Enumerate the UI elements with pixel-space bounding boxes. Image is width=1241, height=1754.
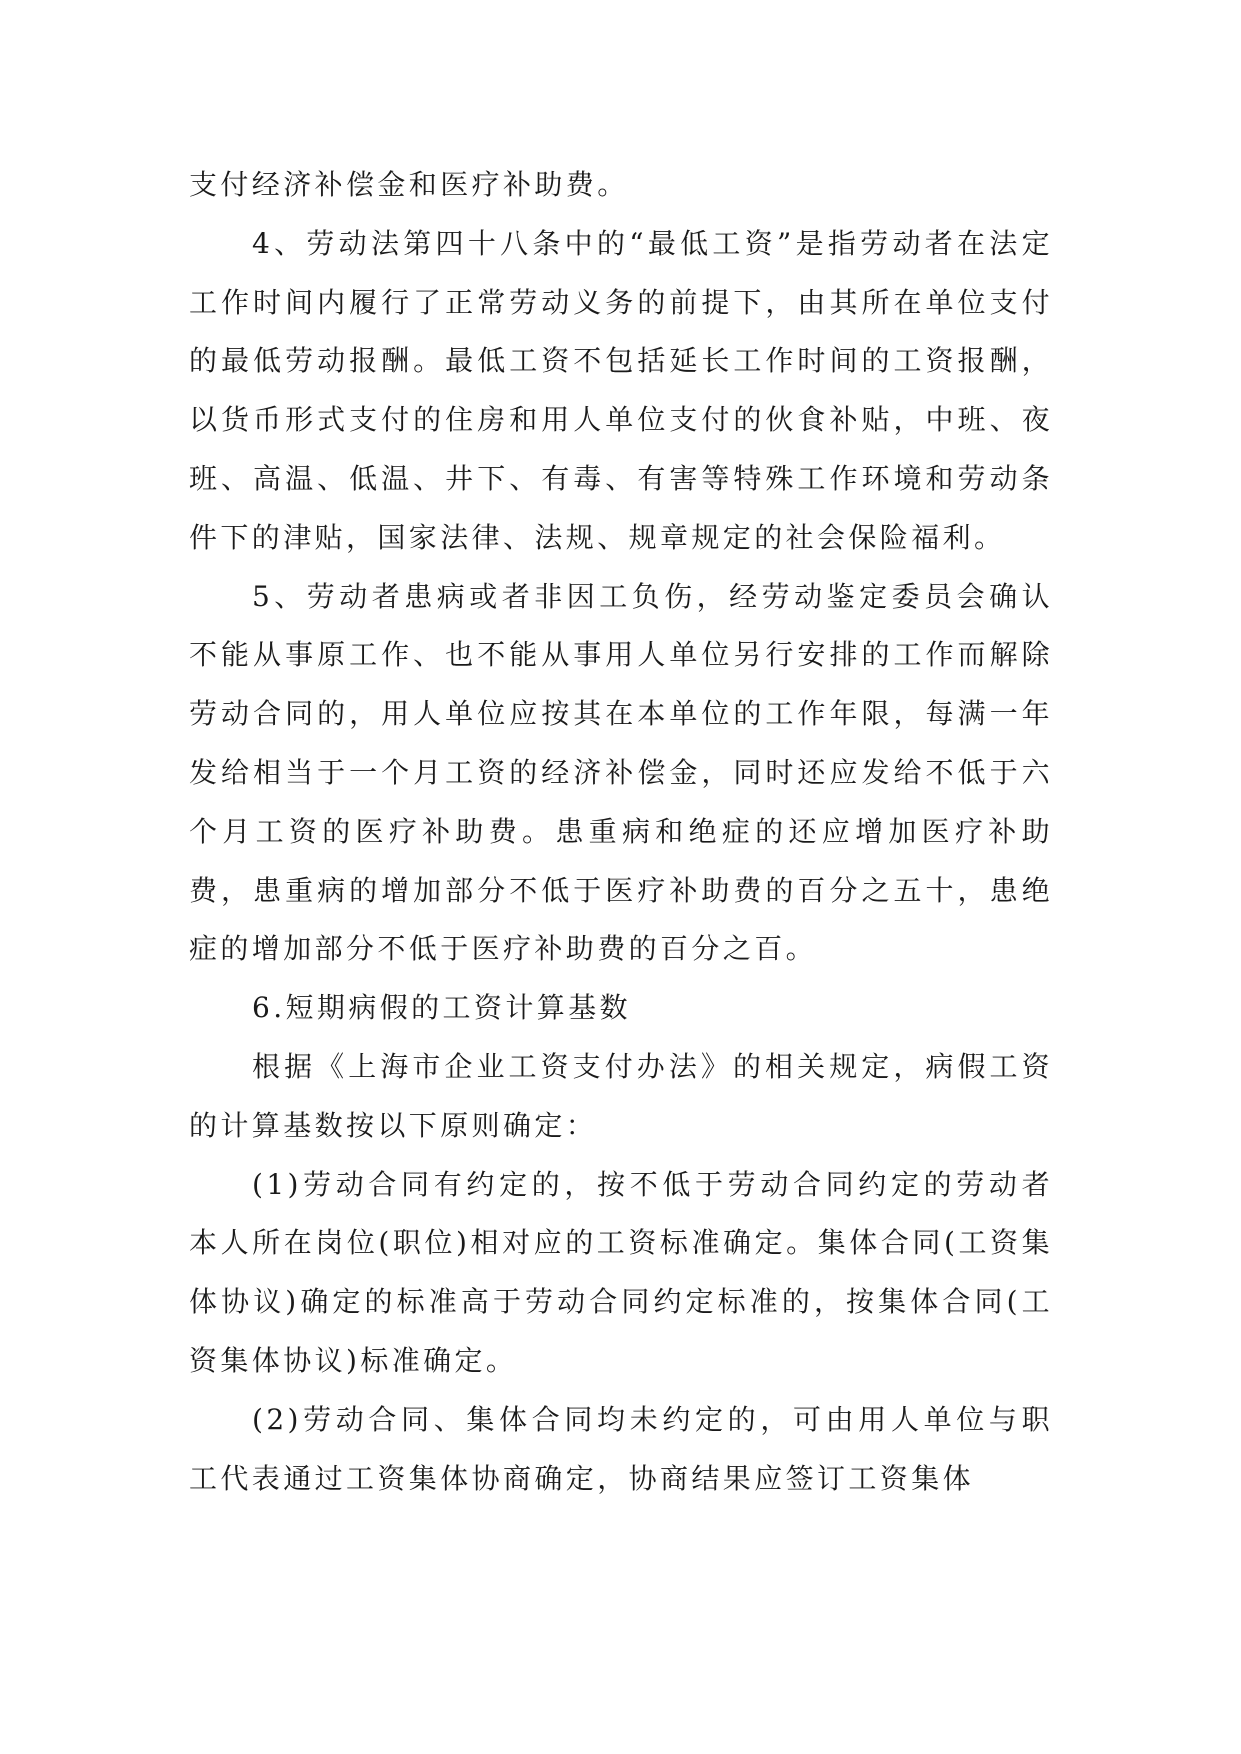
section-heading-sick-leave-base: 6.短期病假的工资计算基数 xyxy=(252,991,631,1025)
paragraph-shanghai-rules: 根据《上海市企业工资支付办法》的相关规定，病假工资的计算基数按以下原则确定： xyxy=(189,1049,1053,1142)
paragraph-continuation: 支付经济补偿金和医疗补助费。 xyxy=(189,168,629,201)
list-item-1: (1)劳动合同有约定的，按不低于劳动合同约定的劳动者本人所在岗位(职位)相对应的工资标准确定。集体合同(工资集体协议)确定的标准高于劳动合同约定标准的，按集体合同(工资集体协议)标准确定。 xyxy=(189,1167,1053,1377)
paragraph-illness-termination: 5、劳动者患病或者非因工负伤，经劳动鉴定委员会确认不能从事原工作、也不能从事用人单位另行安排的工作而解除劳动合同的，用人单位应按其在本单位的工作年限，每满一年发给相当于一个月工资的经济补偿金，同时还应发给不低于六个月工资的医疗补助费。患重病和绝症的还应增加医疗补助费，患重病的增加部分不低于医疗补助费的百分之五十，患绝症的增加部分不低于医疗补助费的百分之百。 xyxy=(189,579,1053,966)
paragraph-minimum-wage: 4、劳动法第四十八条中的“最低工资”是指劳动者在法定工作时间内履行了正常劳动义务的前提下，由其所在单位支付的最低劳动报酬。最低工资不包括延长工作时间的工资报酬，以货币形式支付的住房和用人单位支付的伙食补贴，中班、夜班、高温、低温、井下、有毒、有害等特殊工作环境和劳动条件下的津贴，国家法律、法规、规章规定的社会保险福利。 xyxy=(189,226,1053,554)
list-item-2: (2)劳动合同、集体合同均未约定的，可由用人单位与职工代表通过工资集体协商确定，协商结果应签订工资集体 xyxy=(189,1402,1053,1495)
document-body xyxy=(189,156,1053,1508)
